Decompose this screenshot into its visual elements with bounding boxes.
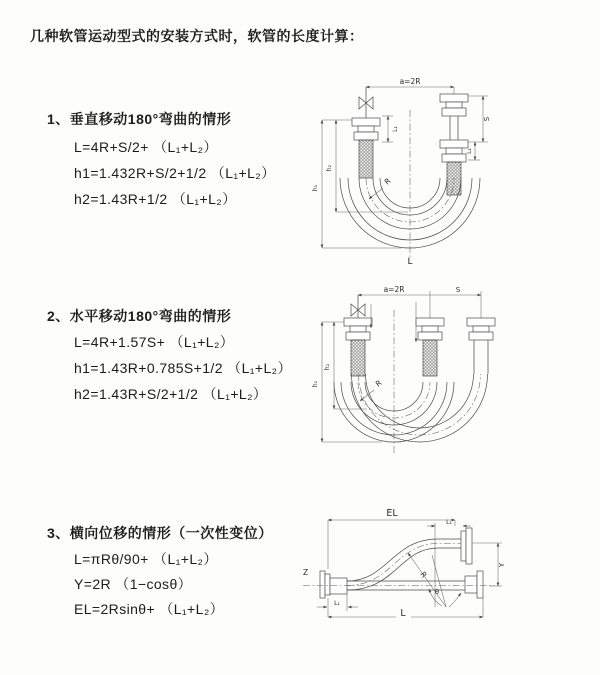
radius-label: R: [373, 378, 384, 389]
dim-label-h1: h₁: [312, 380, 319, 388]
u-hose-arcs-swung: [352, 374, 488, 442]
upper-flange: [461, 528, 472, 564]
section-2-heading: 2、水平移动180°弯曲的情形: [47, 308, 232, 324]
formula-l: L=4R+1.57S+ （L₁+L₂）: [74, 334, 235, 350]
left-pipe-fitting: [352, 118, 380, 178]
middle-pipe-fitting: [416, 318, 444, 376]
dim-label-s: S: [455, 286, 461, 294]
section-3-heading: 3、横向位移的情形（一次性变位）: [47, 525, 273, 541]
dim-label-a2r: a=2R: [399, 77, 421, 86]
formula-h2: h2=1.43R+1/2 （L₁+L₂）: [74, 191, 237, 207]
formula-l: L=πRθ/90+ （L₁+L₂）: [74, 551, 218, 567]
dim-label-y: Y: [498, 562, 506, 568]
right-pipe-fitting: [467, 318, 495, 374]
braided-hose-section: [351, 340, 365, 376]
page-title: 几种软管运动型式的安装方式时，软管的长度计算：: [30, 28, 364, 44]
formula-h1: h1=1.43R+0.785S+1/2 （L₁+L₂）: [74, 360, 292, 376]
dim-label-l1-left: L₁: [392, 126, 399, 132]
valve-icon: [359, 87, 373, 118]
braided-hose-section: [423, 340, 437, 376]
braided-hose-section: [359, 140, 373, 178]
diagram-horizontal-180-bend: [312, 282, 552, 467]
dim-label-h2: h₂: [326, 164, 333, 172]
dim-label-h2: h₂: [324, 363, 331, 371]
s-curve-hose: [347, 539, 461, 590]
left-flange: [320, 571, 347, 598]
dim-label-h1: h₁: [312, 184, 319, 192]
section-1-heading: 1、垂直移动180°弯曲的情形: [47, 111, 232, 127]
length-label: L: [400, 608, 406, 619]
angle-label: θ: [435, 588, 439, 596]
dim-label-a2r: a=2R: [383, 285, 405, 294]
formula-y: Y=2R （1−cosθ）: [74, 576, 193, 592]
dim-label-el: EL: [386, 508, 398, 519]
formula-l: L=4R+S/2+ （L₁+L₂）: [74, 139, 218, 155]
dim-label-s: S: [483, 116, 491, 122]
length-label: L: [407, 257, 413, 267]
dim-label-l1-top: L₁: [446, 519, 452, 526]
dim-label-l1-bottom: L₁: [334, 600, 340, 607]
valve-icon: [351, 295, 365, 318]
formula-el: EL=2Rsinθ+ （L₁+L₂）: [74, 601, 225, 617]
left-pipe-fitting: [344, 318, 372, 376]
diagram-vertical-180-bend: [310, 72, 540, 267]
diagram-lateral-displacement: [300, 495, 570, 660]
formula-h2: h2=1.43R+S/2+1/2 （L₁+L₂）: [74, 386, 268, 402]
radius-label: R: [382, 176, 393, 187]
dim-label-l1-right: L₁: [466, 148, 473, 154]
formula-h1: h1=1.432R+S/2+1/2 （L₁+L₂）: [74, 165, 276, 181]
radius-label: R: [418, 569, 429, 580]
axis-z-mark: Z: [303, 568, 309, 577]
lower-right-flange: [465, 571, 483, 598]
